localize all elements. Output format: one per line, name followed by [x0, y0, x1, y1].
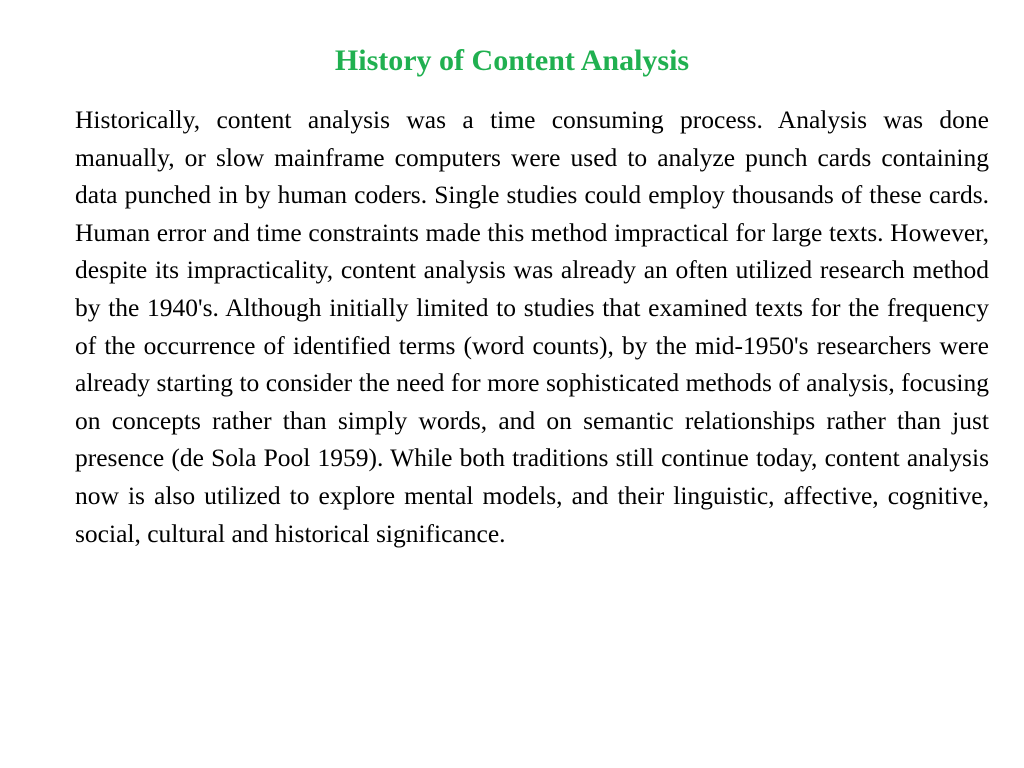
slide-title: History of Content Analysis: [334, 44, 690, 77]
slide-body-text: Historically, content analysis was a time consuming process. Analysis was done manually, or slow mainframe computers were used to analyze punch cards containing data punched in by human coders. Single studies could employ thousands of these cards. Human error and time constraints made this method impractical for large texts. However, despite its impracticality, content analysis was already an often utilized research method by the 1940's. Although initially limited to studies that examined texts for the frequency of the occurrence of identified terms (word counts), by the mid-1950's researchers were already starting to consider the need for more sophisticated methods of analysis, focusing on concepts rather than simply words, and on semantic relationships rather than just presence (de Sola Pool 1959). While both traditions still continue today, content analysis now is also utilized to explore mental models, and their linguistic, affective, cognitive, social, cultural and historical significance.: [75, 105, 989, 548]
